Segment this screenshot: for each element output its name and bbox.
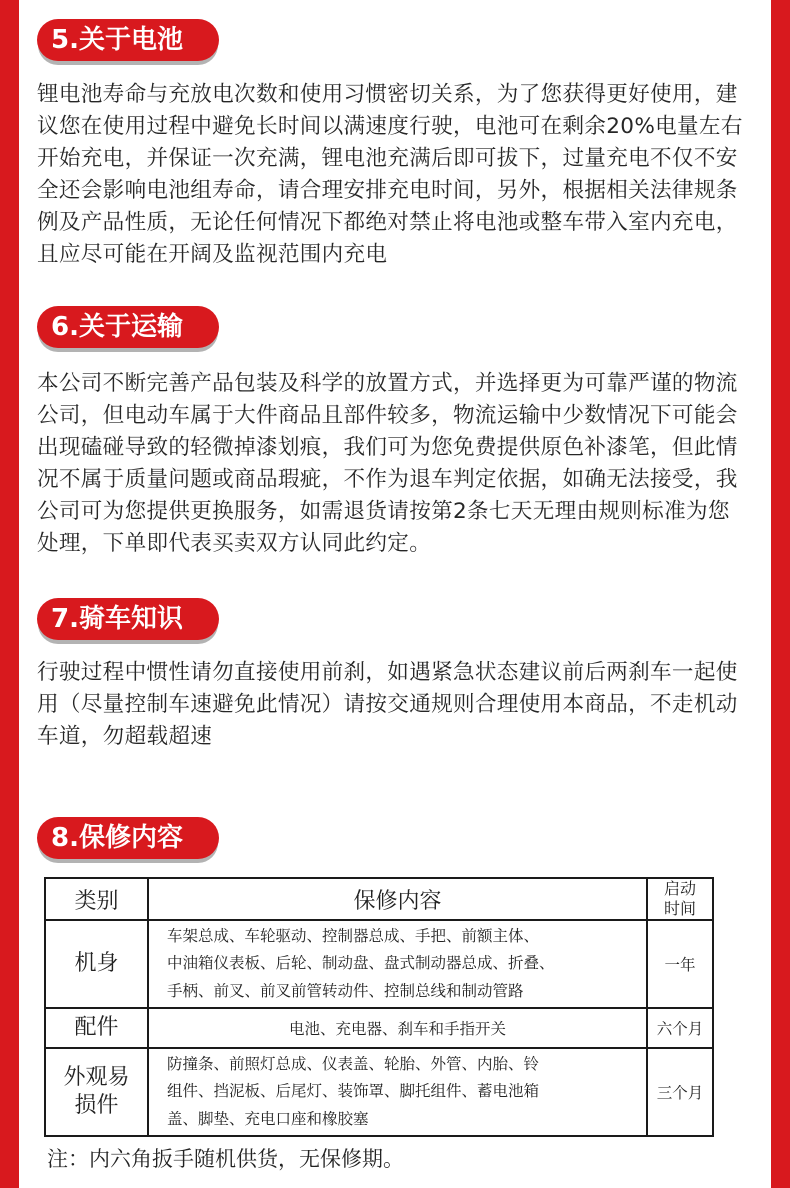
text-line: 出现磕碰导致的轻微掉漆划痕，我们可为您免费提供原色补漆笔，但此情 — [37, 435, 738, 460]
table-header-row — [45, 878, 713, 920]
row-content: 电池、充电器、刹车和手指开关 — [148, 1008, 647, 1048]
table-row — [45, 1008, 713, 1048]
section-title-battery: 5.关于电池 — [37, 19, 219, 61]
text-line: 议您在使用过程中避免长时间以满速度行驶，电池可在剩余20%电量左右 — [37, 114, 743, 139]
header-start-time — [647, 878, 713, 920]
header-type: 类别 — [45, 878, 148, 920]
text-line: 公司，但电动车属于大件商品且部件较多，物流运输中少数情况下可能会 — [37, 403, 738, 428]
left-red-border — [0, 0, 19, 1188]
text-line: 用（尽量控制车速避免此情况）请按交通规则合理使用本商品，不走机动 — [37, 692, 738, 717]
section-title-warranty: 8.保修内容 — [37, 817, 219, 859]
riding-paragraph — [37, 657, 757, 753]
table-row — [45, 920, 713, 1008]
row-content-line: 手柄、前叉、前叉前管转动件、控制总线和制动管路 — [167, 981, 524, 1000]
section-title-shipping: 6.关于运输 — [37, 306, 219, 348]
text-line: 处理，下单即代表买卖双方认同此约定。 — [37, 531, 432, 556]
text-line: 公司可为您提供更换服务，如需退货请按第2条七天无理由规则标准为您 — [37, 499, 730, 524]
text-line: 全还会影响电池组寿命，请合理安排充电时间，另外，根据相关法律规条 — [37, 178, 738, 203]
header-start-line: 时间 — [663, 899, 696, 918]
text-line: 本公司不断完善产品包装及科学的放置方式，并选择更为可靠严谨的物流 — [37, 371, 738, 396]
section-title-riding: 7.骑车知识 — [37, 598, 219, 640]
row-content-line: 盖、脚垫、充电口座和橡胶塞 — [167, 1109, 369, 1128]
content-area — [19, 0, 771, 1188]
row-content-line: 中油箱仪表板、后轮、制动盘、盘式制动器总成、折叠、 — [167, 954, 555, 973]
text-line: 例及产品性质，无论任何情况下都绝对禁止将电池或整车带入室内充电， — [37, 210, 738, 235]
row-period: 六个月 — [647, 1008, 713, 1048]
row-content — [148, 1048, 647, 1136]
row-period: 一年 — [647, 920, 713, 1008]
text-line: 车道，勿超载超速 — [37, 724, 213, 749]
battery-paragraph — [37, 79, 757, 271]
row-content — [148, 920, 647, 1008]
text-line: 行驶过程中惯性请勿直接使用前刹，如遇紧急状态建议前后两刹车一起使 — [37, 660, 738, 685]
shipping-paragraph — [37, 368, 757, 560]
row-type: 配件 — [45, 1008, 148, 1048]
row-type: 机身 — [45, 920, 148, 1008]
header-content: 保修内容 — [148, 878, 647, 920]
header-start-line: 启动 — [663, 879, 696, 898]
warranty-note: 注：内六角扳手随机供货，无保修期。 — [47, 1147, 404, 1171]
row-content-line: 组件、挡泥板、后尾灯、装饰罩、脚托组件、蓄电池箱 — [167, 1082, 540, 1101]
table-row — [45, 1048, 713, 1136]
row-type — [45, 1048, 148, 1136]
warranty-table — [44, 877, 714, 1137]
row-period: 三个月 — [647, 1048, 713, 1136]
right-red-border — [771, 0, 790, 1188]
text-line: 且应尽可能在开阔及监视范围内充电 — [37, 242, 388, 267]
text-line: 况不属于质量问题或商品瑕疵，不作为退车判定依据，如确无法接受，我 — [37, 467, 738, 492]
row-type-line: 外观易 — [63, 1065, 130, 1090]
text-line: 锂电池寿命与充放电次数和使用习惯密切关系，为了您获得更好使用，建 — [37, 82, 738, 107]
row-content-line: 防撞条、前照灯总成、仪表盖、轮胎、外管、内胎、铃 — [167, 1054, 540, 1073]
row-type-line: 损件 — [74, 1093, 119, 1118]
text-line: 开始充电，并保证一次充满，锂电池充满后即可拔下，过量充电不仅不安 — [37, 146, 738, 171]
row-content-line: 车架总成、车轮驱动、控制器总成、手把、前额主体、 — [167, 926, 540, 945]
